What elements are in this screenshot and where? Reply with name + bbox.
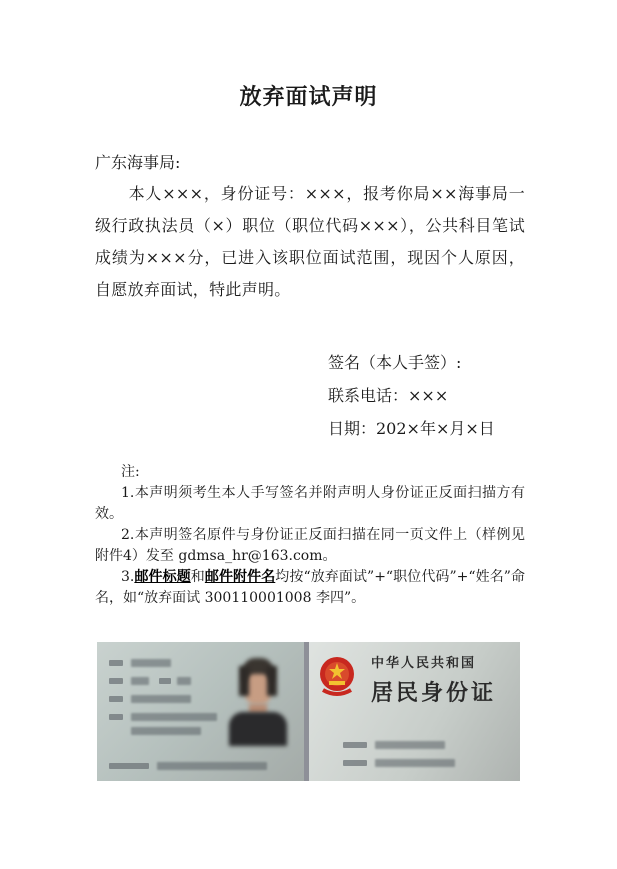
note-item-3-and: 和 [190, 569, 205, 585]
signature-date-label: 日期：202×年×月×日 [328, 419, 495, 438]
note-item-2: 2.本声明签名原件与身份证正反面扫描在同一页文件上（样例见附件4）发至 gdmsa_hr@163.com。 [95, 527, 525, 564]
signature-block [328, 346, 495, 445]
note-item-3-attachment-name: 邮件附件名 [204, 569, 276, 585]
id-card-front-title: 中华人民共和国 [371, 656, 477, 671]
note-item-3-email-title: 邮件标题 [134, 569, 191, 585]
portrait-pixelated-icon [223, 652, 291, 748]
notes-heading: 注: [121, 464, 140, 480]
note-item-3 [95, 567, 525, 609]
id-card-emblem-side [309, 642, 520, 781]
note-item-3-prefix: 3. [121, 569, 135, 585]
addressee: 广东海事局: [95, 153, 181, 172]
note-item-1: 1.本声明须考生本人手写签名并附声明人身份证正反面扫描方有效。 [95, 485, 525, 522]
national-emblem-icon [317, 654, 357, 698]
note-item-3-rest: 均按“放弃面试”+“职位代码”+“姓名”命名，如“放弃面试 300110001008 李四”。 [95, 569, 526, 606]
signature-name-label: 签名（本人手签）: [328, 353, 462, 372]
notes-section [95, 462, 525, 609]
signature-phone-label: 联系电话：××× [328, 386, 449, 405]
declaration-body: 本人×××，身份证号：×××，报考你局××海事局一级行政执法员（×）职位（职位代码×××），公共科目笔试成绩为×××分，已进入该职位面试范围，现因个人原因，自愿放弃面试，特此声明。 [95, 184, 525, 299]
id-card-info-side [97, 642, 304, 781]
id-card-front-subtitle: 居民身份证 [371, 680, 497, 706]
id-card-scan [97, 642, 520, 781]
document-title: 放弃面试声明 [239, 84, 378, 110]
